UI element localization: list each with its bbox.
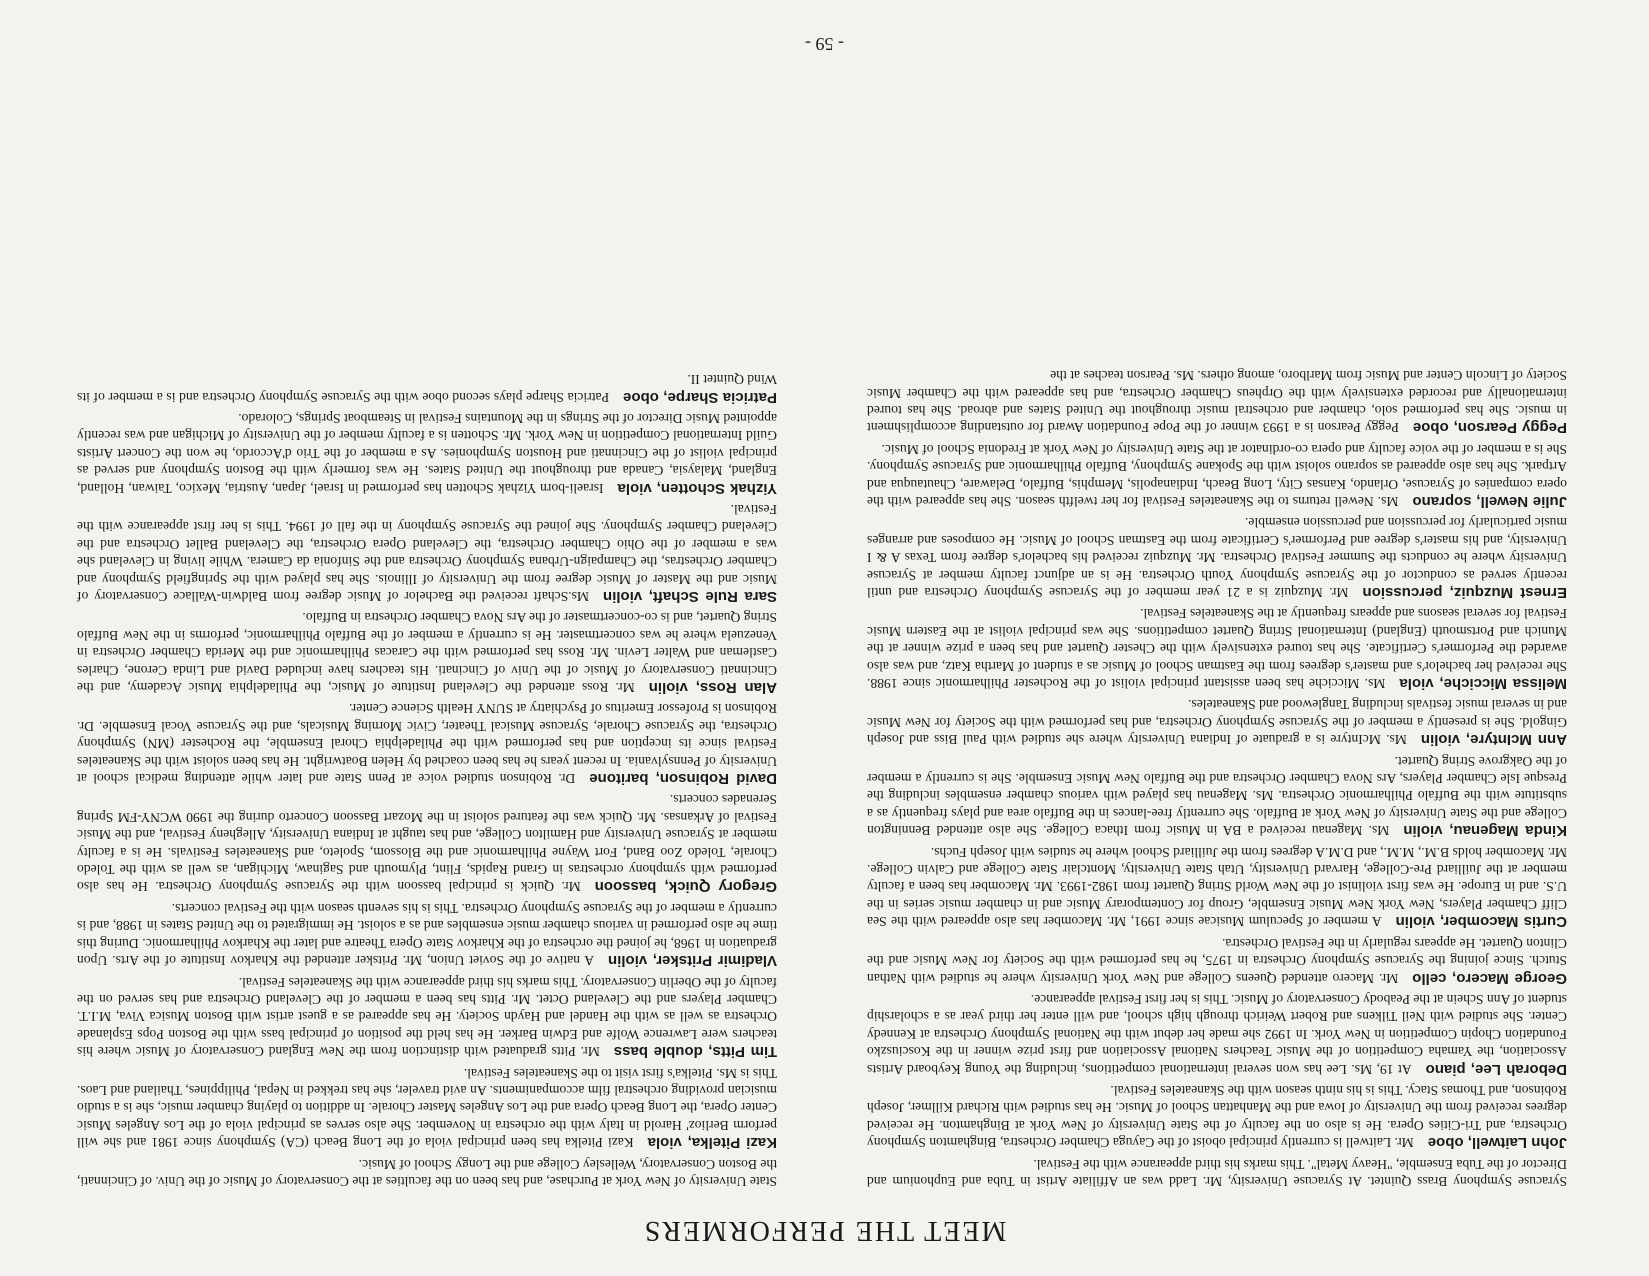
right-column-intro: State University of New York at Purchase, and has been on the faculties at the Conservatory of Music of the Univ. of Cincinnati, the Boston Conservatory, Wellesley College and the Longy School of Music. xyxy=(77,1156,777,1189)
performer-entry xyxy=(77,410,777,497)
page-title: MEET THE PERFORMERS xyxy=(642,1215,1007,1246)
performer-entry xyxy=(867,991,1567,1078)
performer-bio: Mr. Macero attended Queens College and New York University where he studied with Nathan Stutch. Since joining the Syracuse Symphony Orchestra in 1975, he has performed with the Society for New Music and the Clinton Quartet. He appears regularly in the Festival Orchestra. xyxy=(867,935,1567,986)
left-column-intro: Syracuse Symphony Brass Quintet. At Syracuse University, Mr. Ladd was an Affiliate Artist in Tuba and Euphonium and Director of the Tuba Ensemble, "Heavy Metal". This marks his third appearance with the Festival. xyxy=(867,1156,1567,1189)
performer-name: Tim Pitts, double bass xyxy=(613,1043,777,1061)
performer-name: Melissa Micciche, viola xyxy=(1399,675,1567,693)
performer-bio: Mr. Quick is principal bassoon with the Syracuse Symphony Orchestra. He has also performed with symphony orchestras in Grand Rapids, Flint, Plymouth and Saginaw, Michigan, as well as with the Toledo Chorale, Toledo Zoo Band, Fort Wayne Philharmonic and the Blossom, Spoleto, and Skaneateles Festivals. He is a faculty member at Syracuse University and Hamilton College, and has taught at Indiana University, Allegheny Festival, and the Music Festival of Arkansas. Mr. Quick was the featured soloist in the Mozart Bassoon Concerto during the 1990 WCNY-FM Spring Serenades concerts. xyxy=(77,792,777,895)
performer-entry xyxy=(867,934,1567,986)
performer-name: David Robinson, baritone xyxy=(589,770,777,788)
performer-entry xyxy=(867,843,1567,930)
performer-bio: Mr. Laitwell is currently principal oboist of the Cayuga Chamber Orchestra, Binghamton Symphony Orchestra, and Tri-Cities Opera. He is also on the faculty of the State University of New York at Binghamton. He received degrees received from the University of Iowa and the Manhattan School of Music. He has studied with Richard Killmer, Joseph Robinson, and Thomas Stacy. This is his ninth season with the Skaneateles Festival. xyxy=(867,1082,1567,1151)
performer-name: Gregory Quick, bassoon xyxy=(594,878,777,896)
performer-entry xyxy=(77,501,777,605)
performer-name: Curtis Macomber, violin xyxy=(1395,913,1567,931)
performer-bio: Mr. Ross attended the Cleveland Institute of Music, the Philadelphia Music Academy, and the Cincinnati Conservatory of Music of the Univ of Cincinati. His teachers have included David and Linda Cerone, Charles Castleman and Walter Levin. Mr. Ross has performed with the Caracas Philharmonic and the Merida Chamber Orchestra in Venezuela where he was concertmaster. He is currently a member of the Buffalo Philharmonic, performs in the New Buffalo String Quartet, and is co-concertmaster of the Ars Nova Chamber Orchestra in Buffalo. xyxy=(76,610,777,696)
performer-name: Vladimir Pritsker, violin xyxy=(608,952,777,970)
performer-name: John Laitwell, oboe xyxy=(1427,1134,1567,1152)
performer-name: Ernest Muzquiz, percussion xyxy=(1362,584,1567,601)
performer-name: Patricia Sharpe, oboe xyxy=(623,388,777,406)
performer-name: George Macero, cello xyxy=(1412,969,1567,987)
performer-entry xyxy=(867,752,1567,839)
performer-entry xyxy=(77,1064,777,1151)
performer-entry xyxy=(77,700,777,787)
performer-entry xyxy=(867,1082,1567,1152)
right-column xyxy=(77,367,777,1190)
performer-bio: Ms. Micciche has been assistant principal violist of the Rochester Philharmonic since 1988. She received her bachelor's and master's degrees from the Eastman School of Music as a student of Martha Katz, and was also awarded the Performer's Certificate. She has toured extensively with the Chester Quartet and has been a prize winner at the Munich and Portsmouth (England) International String Quartet competitions. She was principal violist at the Eastern Music Festival for several seasons and appears frequently at the Skaneateles Festival. xyxy=(867,606,1567,692)
performer-entry xyxy=(77,371,777,406)
performer-name: Ann McIntyre, violin xyxy=(1420,731,1567,749)
performer-name: Kinda Magenau, violin xyxy=(1403,822,1567,840)
performer-entry xyxy=(77,791,777,895)
performer-bio: Mr. Pitts graduated with distinction from the New England Conservatory of Music where his teachers were Lawrence Wolfe and Edwin Barker. He has held the position of principal bass with the Boston Pops Esplanade Orchestra as well as with the Handel and Haydn Society. He has appeared as a guest artist with Boston Musica Viva, M.I.T. Chamber Players and the Cleveland Octet. Mr. Pitts has been a member of the Cleveland Orchestra and has served on the faculty of the Oberlin Conservatory. This marks his third appearance with the Skaneateles Festival. xyxy=(77,974,777,1060)
performer-bio: Ms. McIntyre is a graduate of Indiana University where she studied with Paul Biss and Joseph Gingold. She is presently a member of the Syracuse Symphony Orchestra, and has performed with the Society for New Music and in several music festivals including Tanglewood and Skaneateles. xyxy=(866,697,1567,748)
performer-name: Alan Ross, violin xyxy=(648,679,777,697)
left-column xyxy=(867,363,1567,1190)
performer-name: Julie Newell, soprano xyxy=(1412,492,1567,510)
performer-bio: Israeli-born Yizhak Schotten has performed in Israel, Japan, Austria, Mexico, Taiwan, Holland, England, Malaysia, Canada and throughout the United States. He was formerly with the Boston Symphony and served as principal violist of the Cincinnati and Houston Symphonies. As a member of the Trio d'Accordo, he won the Concert Artists Guild International Competition in New York. Mr. Schotten is a faculty member of the University of Michigan and was recently appointed Music Director of the Strings in the Mountains Festival in Steamboat Springs, Colorado. xyxy=(77,410,777,496)
performer-entry xyxy=(77,973,777,1060)
performer-bio: Mr. Muzquiz is a 21 year member of the Syracuse Symphony Orchestra and until recently served as conductor of the Syracuse Symphony Youth Orchestra. He is an adjunct faculty member at Syracuse University where he conducts the Summer Festival Orchestra. Mr. Muzquiz received his bachelor's degree from Texas A & I University, and his master's degree and Performer's Certificate from the Eastman School of Music. He composes and arranges music particularly for percussion and percussion ensemble. xyxy=(867,515,1567,600)
performer-bio: A member of Speculum Musicae since 1991, Mr. Macomber has also appeared with the Sea Cliff Chamber Players, New York New Music Ensemble, Group for Contemporary Music and in chamber music series in the U.S. and in Europe. He was first violinist of the New World String Quartet from 1982-1993. Mr. Macomber has been a faculty member at the Juilliard Pre-College, Harvard University, Utah State University, Montclair State College and Calvin College. Mr. Macomber holds B.M., M.M., and D.M.A degrees from the Juilliard School where he studies with Joseph Fuchs. xyxy=(867,844,1567,930)
performer-entry xyxy=(77,900,777,970)
performer-name: Deborah Lee, piano xyxy=(1425,1060,1567,1078)
performer-entry xyxy=(867,514,1567,601)
performer-bio: Patricia Sharpe plays second oboe with the Syracuse Symphony Orchestra and is a member of its Wind Quintet II. xyxy=(76,372,777,405)
performer-name: Sara Rule Schaft, violin xyxy=(603,588,777,605)
performer-bio: Peggy Pearson is a 1993 winner of the Pope Foundation Award for outstanding accomplishment in music. She has performed solo, chamber and orchestral music throughout the United States and abroad. She has toured internationally and recorded extensively with the Orpheus Chamber Orchestra, and has appeared with the Chamber Music Society of Lincoln Center and Music from Marlboro, among others. Ms. Pearson teaches at the xyxy=(866,368,1567,436)
performer-entry xyxy=(867,367,1567,437)
performer-entry xyxy=(867,440,1567,510)
performer-bio: Ms.Schaft received the Bachelor of Music degree from Baldwin-Wallace Conservatory of Music and the Master of Music degree from the University of Illinois. She has played with the Springfield Symphony and Chamber Orchestras, the Champaign-Urbana Symphony Orchestra and the Sinfonia da Camera. While living in Cleveland she was a member of the Ohio Chamber Orchestra, the Cleveland Opera Orchestra, the Cleveland Ballet Orchestra and the Cleveland Chamber Symphony. She joined the Syracuse Symphony in the fall of 1994. This is her first appearance with the Festival. xyxy=(77,501,777,604)
page-number: - 59 - xyxy=(805,34,844,54)
performer-name: Peggy Pearson, oboe xyxy=(1412,419,1567,437)
performer-bio: Ms. Magenau received a BA in Music from Ithaca College. She also attended Bennington College and the State University of New York at Buffalo. She currently free-lances in the Buffalo area and plays frequently as a substitute with the Buffalo Philharmonic Orchestra. Ms. Magenau has played with various chamber ensembles including the Presque Isle Chamber Players, Ars Nova Chamber Orchestra and the Buffalo New Music Ensemble. She is currently a member of the Oakgrove String Quartet. xyxy=(867,753,1567,839)
performer-bio: Ms. Newell returns to the Skaneateles Festival for her twelfth season. She has appeared with the opera companies of Syracuse, Orlando, Kansas City, Long Beach, Indianapolis, Memphis, Buffalo, Delaware, Chautauqua and Artpark. She has also appeared as soprano soloist with the Spokane Symphony, Buffalo Philharmonic and Syracuse Symphony. She is a member of the voice faculty and opera co-ordinator at the State University of New York at Fredonia School of Music. xyxy=(867,441,1567,509)
performer-entry xyxy=(867,605,1567,692)
performer-entry xyxy=(77,609,777,696)
performer-bio: A native of the Soviet Union, Mr. Pritsker attended the Kharkov Institute of the Arts. Upon graduation in 1968, he joined the orchestra of the Kharkov State Opera Theatre and later the Kharkov Philharmonic. During this time he also performed in various chamber music ensembles and as a soloist. He immigrated to the United States in 1988, and is currently a member of the Syracuse Symphony Orchestra. This is his seventh season with the Festival concerts. xyxy=(76,900,777,969)
performer-name: Kazi Pitelka, viola xyxy=(647,1134,777,1152)
performer-bio: At 19, Ms. Lee has won several international competitions, including the Young Keyboard Artists Association, the Yamaha Competition of the Music Teachers National Association and first prize winner in the Kosciuszko Foundation Chopin Competition in New York. In 1992 she made her debut with the National Symphony Orchestra at Kennedy Center. She studied with Neil Tilkens and Robert Weirich through high school, and will enter her third year as a scholarship student of Ann Schein at the Peabody Conservatory of Music. This is her first Festival appearance. xyxy=(867,991,1567,1077)
performer-bio: Dr. Robinson studied voice at Penn State and later while attending medical school at University of Pennsylvania. In recent years he has been coached by Helen Boatwright. He has been soloist with the Skaneateles Festival since its inception and has performed with the Philadelphia Choral Ensemble, the Rochester (MN) Symphony Orchestra, the Syracuse Chorale, Syracuse Musical Theater, Civic Morning Musicals, and the Syracuse Vocal Ensemble. Dr. Robinson is Professor Emeritus of Psychiatry at SUNY Health Science Center. xyxy=(77,701,777,787)
performer-bio: Kazi Pitelka has been principal viola of the Long Beach (CA) Symphony since 1981 and she will perform Berlioz' Harold in Italy with the orchestra in November. She also serves as principal viola of the Los Angeles Music Center Opera, the Long Beach Opera and the Los Angeles Master Chorale. In addition to playing chamber music, she is a studio musician providing orchestral film accompaniments. An avid traveler, she has trekked in Nepal, Philippines, Thailand and Laos. This is Ms. Pitelka's first visit to the Skaneateles Festival. xyxy=(77,1065,777,1151)
performer-name: Yizhak Schotten, viola xyxy=(617,479,777,497)
performer-entry xyxy=(867,696,1567,748)
